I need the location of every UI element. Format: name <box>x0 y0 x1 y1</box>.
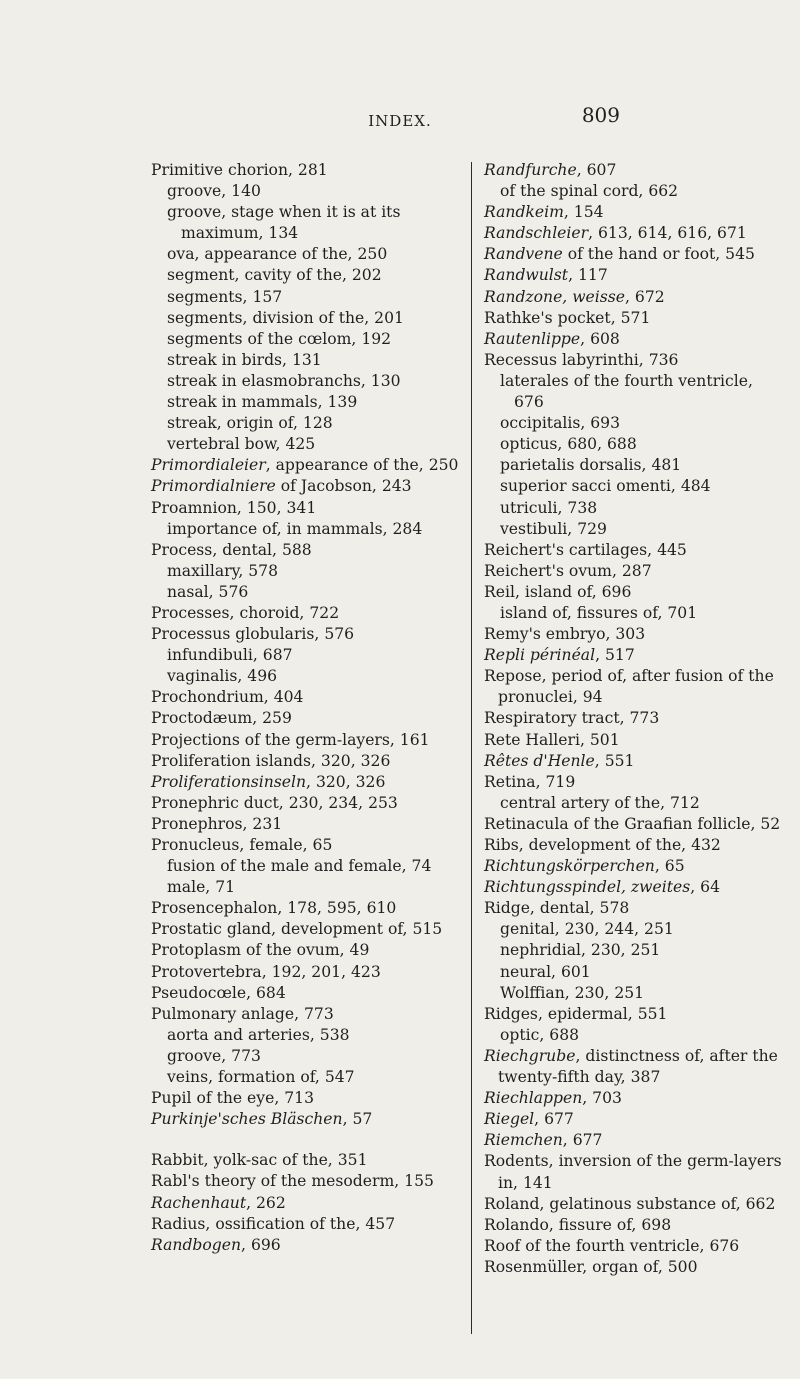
entry-locators: , 49 <box>339 941 370 960</box>
entry-locators: , 287 <box>611 561 652 580</box>
entry-locators: importance of, in mammals, 284 <box>167 519 423 538</box>
index-entry <box>151 730 459 751</box>
index-subentry <box>484 793 784 814</box>
entry-heading: Rachenhaut <box>151 1193 247 1212</box>
index-entry <box>151 476 459 497</box>
entry-heading: Rabbit <box>151 1151 204 1170</box>
entry-locators: , 52 <box>750 814 781 833</box>
entry-heading: Process <box>151 540 213 559</box>
index-entry <box>484 1194 784 1215</box>
index-subentry <box>151 434 459 455</box>
index-entry <box>484 1088 784 1109</box>
entry-locators: , 677 <box>562 1131 603 1150</box>
index-subentry <box>151 561 459 582</box>
entry-locators: groove, 773 <box>167 1046 261 1065</box>
entry-locators: , development of, 515 <box>271 920 443 939</box>
index-entry <box>484 1004 784 1025</box>
index-entry <box>484 350 784 371</box>
entry-heading: Randschleier <box>484 224 589 243</box>
index-subentry <box>484 940 784 961</box>
entry-locators: streak in elasmobranchs, 130 <box>167 371 401 390</box>
entry-locators: , 773 <box>619 709 660 728</box>
entry-heading: Roland <box>484 1194 540 1213</box>
index-entry <box>151 1235 459 1256</box>
entry-locators: , 713 <box>274 1089 315 1108</box>
index-subentry <box>484 962 784 983</box>
index-entry <box>484 561 784 582</box>
entry-locators: ova, appearance of the, 250 <box>167 245 388 264</box>
index-entry <box>151 1193 459 1214</box>
entry-locators: fusion of the male and female, 74 <box>167 857 432 876</box>
entry-locators: of Jacobson, 243 <box>275 477 412 496</box>
entry-locators: , 303 <box>605 625 646 644</box>
index-subentry <box>484 371 784 413</box>
entry-locators: , 231 <box>242 814 283 833</box>
entry-locators: island of, fissures of, 701 <box>500 603 698 622</box>
index-subentry <box>484 498 784 519</box>
entry-locators: , 320, 326 <box>306 772 386 791</box>
entry-locators: , 155 <box>394 1172 434 1191</box>
entry-locators: vertebral bow, 425 <box>167 435 316 454</box>
page-number: 809 <box>581 103 620 127</box>
entry-heading: Randkeim <box>484 203 564 222</box>
column-divider <box>471 162 472 1334</box>
entry-locators: laterales of the fourth ventricle, 676 <box>500 371 753 412</box>
entry-heading: Rolando <box>484 1215 549 1234</box>
entry-heading: Protovertebra <box>151 962 262 981</box>
index-column-left <box>151 160 459 1256</box>
index-entry <box>151 1004 459 1025</box>
index-entry <box>484 708 784 729</box>
entry-locators: , 576 <box>314 625 355 644</box>
entry-locators: neural, 601 <box>500 962 591 981</box>
entry-heading: Pronephric duct <box>151 793 279 812</box>
entry-locators: , choroid, 722 <box>229 603 340 622</box>
entry-heading: Ridges <box>484 1004 538 1023</box>
entry-heading: Primitive chorion <box>151 161 288 179</box>
entry-locators: , 703 <box>582 1089 622 1108</box>
index-entry <box>484 877 784 898</box>
index-entry <box>151 793 459 814</box>
entry-heading: Rosenmüller <box>484 1257 583 1276</box>
entry-heading: Proamnion <box>151 498 237 517</box>
entry-locators: parietalis dorsalis, 481 <box>500 456 682 475</box>
entry-heading: Processes <box>151 603 230 622</box>
entry-locators: , 154 <box>563 203 604 222</box>
entry-heading: Prostatic gland <box>151 920 272 939</box>
index-subentry <box>151 287 459 308</box>
index-entry <box>484 898 784 919</box>
entry-heading: Protoplasm of the ovum <box>151 941 340 960</box>
entry-locators: , 445 <box>647 540 687 559</box>
entry-locators: , appearance of the, 250 <box>265 456 459 475</box>
index-entry <box>484 244 784 265</box>
entry-heading: Richtungskörperchen <box>484 857 655 876</box>
index-entry <box>151 540 459 561</box>
index-entry <box>484 856 784 877</box>
entry-heading: Remy's embryo <box>484 625 606 644</box>
entry-heading: Retinacula of the Graafian follicle <box>484 814 751 833</box>
entry-locators: , epidermal, 551 <box>537 1004 668 1023</box>
entry-locators: , gelatinous substance of, 662 <box>539 1194 776 1213</box>
index-entry <box>151 708 459 729</box>
entry-heading: Rodents <box>484 1152 549 1171</box>
index-entry <box>484 1151 784 1193</box>
index-entry <box>484 645 784 666</box>
index-subentry <box>151 202 459 244</box>
entry-locators: , 281 <box>288 161 328 179</box>
entry-heading: Prosencephalon <box>151 899 278 918</box>
entry-locators: , 571 <box>610 308 651 327</box>
index-entry <box>484 287 784 308</box>
entry-locators: , inversion of the germ-layers in, 141 <box>498 1152 782 1192</box>
index-subentry <box>151 413 459 434</box>
entry-heading: Repli périnéal <box>484 646 596 665</box>
entry-locators: utriculi, 738 <box>500 498 598 517</box>
entry-heading: Primordialeier <box>151 456 266 475</box>
entry-heading: Prochondrium <box>151 688 264 707</box>
index-entry <box>151 1109 459 1130</box>
index-subentry <box>484 919 784 940</box>
entry-locators: Wolffian, 230, 251 <box>500 983 645 1002</box>
entry-locators: central artery of the, 712 <box>500 793 700 812</box>
entry-heading: Proliferationsinseln <box>151 772 307 791</box>
entry-heading: Roof of the fourth ventricle <box>484 1236 700 1255</box>
index-entry <box>151 940 459 961</box>
entry-locators: maxillary, 578 <box>167 561 279 580</box>
entry-locators: , ossification of the, 457 <box>205 1214 396 1233</box>
index-subentry <box>151 308 459 329</box>
index-entry <box>484 1046 784 1088</box>
index-subentry <box>151 350 459 371</box>
index-entry <box>151 498 459 519</box>
entry-heading: Pseudocœle <box>151 983 247 1002</box>
index-subentry <box>151 582 459 603</box>
index-subentry <box>484 181 784 202</box>
entry-heading: Reichert's cartilages <box>484 540 648 559</box>
entry-locators: , dental, 588 <box>212 540 312 559</box>
entry-locators: of the spinal cord, 662 <box>500 182 679 201</box>
index-subentry <box>484 455 784 476</box>
entry-locators: , 404 <box>263 688 304 707</box>
entry-locators: superior sacci omenti, 484 <box>500 477 711 496</box>
index-entry <box>151 160 459 181</box>
index-entry <box>484 1236 784 1257</box>
index-entry <box>151 687 459 708</box>
entry-heading: Primordialniere <box>151 477 276 496</box>
entry-heading: Projections of the germ-layers <box>151 730 390 749</box>
entry-heading: Pupil of the eye <box>151 1089 275 1108</box>
entry-locators: aorta and arteries, 538 <box>167 1025 350 1044</box>
entry-heading: Riegel <box>484 1110 535 1129</box>
entry-locators: , 320, 326 <box>311 751 391 770</box>
index-subentry <box>484 1025 784 1046</box>
index-entry <box>484 1130 784 1151</box>
index-entry <box>484 814 784 835</box>
entry-locators: , 696 <box>241 1235 281 1254</box>
index-entry <box>484 540 784 561</box>
index-entry <box>484 1109 784 1130</box>
index-entry <box>151 603 459 624</box>
index-subentry <box>151 666 459 687</box>
index-subentry <box>484 434 784 455</box>
index-subentry <box>151 371 459 392</box>
entry-heading: Pulmonary anlage <box>151 1004 295 1023</box>
index-subentry <box>484 519 784 540</box>
entry-heading: Riemchen <box>484 1131 563 1150</box>
index-subentry <box>151 877 459 898</box>
entry-heading: Rautenlippe <box>484 329 581 348</box>
entry-locators: groove, 140 <box>167 182 261 201</box>
index-entry <box>151 898 459 919</box>
index-entry <box>484 308 784 329</box>
entry-heading: Proctodæum <box>151 709 253 728</box>
index-subentry <box>484 476 784 497</box>
entry-locators: , 64 <box>690 878 721 897</box>
index-entry <box>151 835 459 856</box>
entry-heading: Pronephros <box>151 814 243 833</box>
index-entry <box>151 624 459 645</box>
entry-locators: , 65 <box>654 857 685 876</box>
index-entry <box>484 772 784 793</box>
index-entry <box>484 1257 784 1278</box>
entry-locators: streak, origin of, 128 <box>167 414 333 433</box>
entry-locators: , 684 <box>246 983 286 1002</box>
entry-heading: Proliferation islands <box>151 751 312 770</box>
entry-heading: Processus globularis <box>151 625 315 644</box>
entry-locators: , 517 <box>595 646 635 665</box>
index-subentry <box>151 1067 459 1088</box>
entry-locators: streak in mammals, 139 <box>167 393 358 412</box>
entry-locators: , 150, 341 <box>236 498 317 517</box>
entry-locators: , organ of, 500 <box>582 1257 698 1276</box>
entry-locators: , 192, 201, 423 <box>261 962 381 981</box>
index-entry <box>151 814 459 835</box>
entry-heading: Respiratory tract <box>484 709 620 728</box>
entry-heading: Purkinje'sches Bläschen <box>151 1110 343 1129</box>
entry-heading: Riechgrube <box>484 1046 576 1065</box>
entry-locators: , after fusion of the pronuclei, 94 <box>498 667 774 707</box>
entry-locators: , 677 <box>534 1110 574 1129</box>
index-subentry <box>151 1025 459 1046</box>
entry-heading: Reil, island of <box>484 582 592 601</box>
entry-heading: Randfurche <box>484 161 577 179</box>
index-entry <box>484 329 784 350</box>
entry-locators: , 230, 234, 253 <box>278 793 398 812</box>
entry-locators: , dental, 578 <box>529 899 630 918</box>
index-entry <box>484 835 784 856</box>
index-subentry <box>151 329 459 350</box>
index-subentry <box>151 1046 459 1067</box>
entry-locators: genital, 230, 244, 251 <box>500 920 674 939</box>
entry-locators: nephridial, 230, 251 <box>500 941 661 960</box>
entry-heading: Retina <box>484 772 536 791</box>
entry-locators: , 607 <box>576 161 617 179</box>
entry-locators: optic, 688 <box>500 1025 580 1044</box>
entry-locators: segments of the cœlom, 192 <box>167 329 392 348</box>
entry-locators: male, 71 <box>167 878 236 897</box>
index-subentry <box>484 983 784 1004</box>
entry-locators: , distinctness of, after the twenty-fifth day, 387 <box>498 1046 778 1087</box>
entry-locators: groove, stage when it is at its maximum, 134 <box>167 203 401 243</box>
index-entry <box>151 1088 459 1109</box>
entry-heading: Rabl's theory of the mesoderm <box>151 1172 395 1191</box>
entry-locators: opticus, 680, 688 <box>500 435 637 454</box>
entry-locators: segments, division of the, 201 <box>167 308 404 327</box>
index-subentry <box>151 645 459 666</box>
entry-locators: , fissure of, 698 <box>548 1215 672 1234</box>
index-entry <box>151 751 459 772</box>
entry-locators: , 161 <box>389 730 430 749</box>
entry-heading: Repose, period of <box>484 667 623 686</box>
entry-locators: segment, cavity of the, 202 <box>167 266 382 285</box>
entry-heading: Rete Halleri <box>484 730 580 749</box>
entry-heading: Recessus labyrinthi <box>484 350 639 369</box>
index-entry <box>151 1150 459 1171</box>
index-subentry <box>151 181 459 202</box>
entry-locators: , 736 <box>638 350 679 369</box>
index-entry <box>151 983 459 1004</box>
entry-locators: , 676 <box>699 1236 740 1255</box>
entry-locators: , 117 <box>568 266 608 285</box>
index-subentry <box>151 519 459 540</box>
entry-locators: veins, formation of, 547 <box>167 1068 355 1087</box>
entry-locators: segments, 157 <box>167 287 283 306</box>
entry-locators: , development of the, 432 <box>518 836 721 854</box>
index-entry <box>484 223 784 244</box>
entry-locators: , female, 65 <box>239 836 333 854</box>
index-entry <box>484 265 784 286</box>
index-entry <box>484 751 784 772</box>
running-head: INDEX. <box>368 112 432 130</box>
entry-heading: Pronucleus <box>151 836 240 854</box>
entry-locators: occipitalis, 693 <box>500 414 621 433</box>
index-subentry <box>484 603 784 624</box>
entry-heading: Randwulst <box>484 266 569 285</box>
index-entry <box>484 730 784 751</box>
entry-locators: infundibuli, 687 <box>167 646 293 665</box>
index-entry <box>484 666 784 708</box>
entry-heading: Richtungsspindel, zweites <box>484 878 691 897</box>
entry-locators: vestibuli, 729 <box>500 519 607 538</box>
index-entry <box>151 919 459 940</box>
entry-locators: , 57 <box>342 1110 373 1129</box>
entry-locators: of the hand or foot, 545 <box>562 245 755 264</box>
index-subentry <box>151 265 459 286</box>
entry-locators: streak in birds, 131 <box>167 350 322 369</box>
entry-locators: nasal, 576 <box>167 582 249 601</box>
entry-heading: Ribs <box>484 836 519 854</box>
index-subentry <box>151 392 459 413</box>
index-entry <box>151 1171 459 1192</box>
entry-locators: , 719 <box>535 772 576 791</box>
entry-locators: , 259 <box>252 709 292 728</box>
entry-heading: Reichert's ovum <box>484 561 612 580</box>
entry-heading: Radius <box>151 1214 206 1233</box>
entry-heading: Randbogen <box>151 1235 242 1254</box>
entry-heading: Riechlappen <box>484 1089 583 1108</box>
entry-heading: Ridge <box>484 899 530 918</box>
entry-locators: , 613, 614, 616, 671 <box>588 224 747 243</box>
index-entry <box>484 624 784 645</box>
entry-locators: , 608 <box>580 329 620 348</box>
entry-locators: , 178, 595, 610 <box>277 899 397 918</box>
index-entry <box>484 160 784 181</box>
entry-locators: , 501 <box>579 730 620 749</box>
index-entry <box>484 202 784 223</box>
index-subentry <box>484 413 784 434</box>
entry-heading: Randzone, weisse <box>484 287 626 306</box>
entry-heading: Randvene <box>484 245 563 264</box>
entry-locators: , 773 <box>294 1004 334 1023</box>
entry-heading: Rêtes d'Henle <box>484 751 595 770</box>
index-subentry <box>151 856 459 877</box>
index-subentry <box>151 244 459 265</box>
index-entry <box>484 1215 784 1236</box>
entry-locators: , 696 <box>591 582 632 601</box>
entry-locators: , yolk-sac of the, 351 <box>203 1151 368 1170</box>
index-entry <box>151 1214 459 1235</box>
entry-locators: , 672 <box>625 287 665 306</box>
entry-locators: , 262 <box>246 1193 286 1212</box>
index-entry <box>484 582 784 603</box>
index-entry <box>151 772 459 793</box>
entry-locators: vaginalis, 496 <box>167 667 278 686</box>
entry-locators: , 551 <box>594 751 635 770</box>
index-entry <box>151 962 459 983</box>
entry-heading: Rathke's pocket <box>484 308 611 327</box>
index-column-right <box>484 160 784 1278</box>
index-entry <box>151 455 459 476</box>
